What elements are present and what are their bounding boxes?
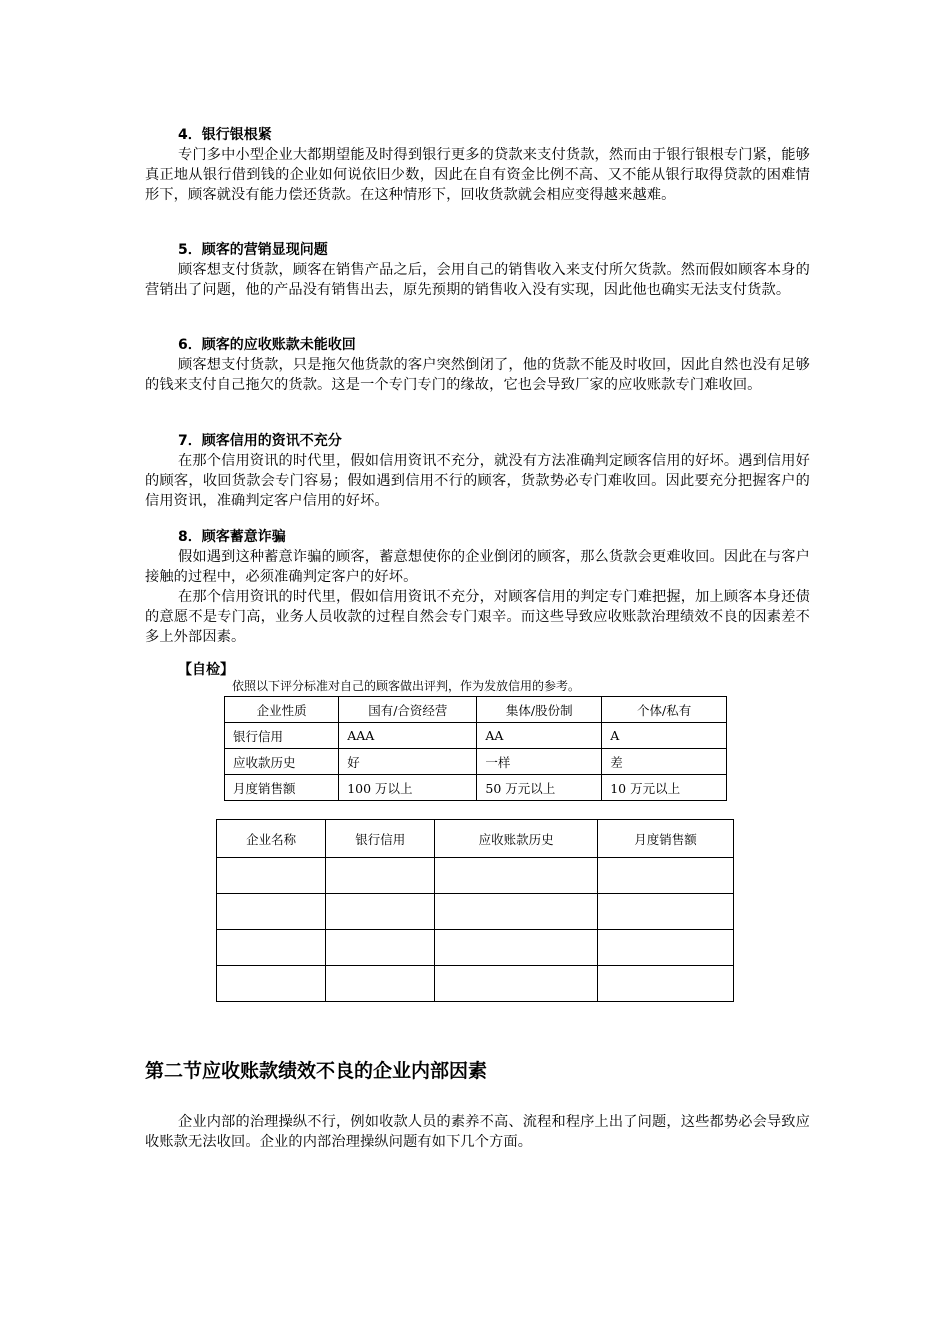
table-row — [225, 723, 727, 749]
table-header-cell: 月度销售额 — [598, 820, 734, 858]
section-heading: 5．顾客的营销显现问题 — [178, 242, 328, 258]
table-header-row — [217, 820, 734, 858]
table-header-cell: 应收账款历史 — [435, 820, 598, 858]
customer-evaluation-table — [216, 819, 734, 1002]
table-cell: A — [602, 723, 727, 749]
section-6 — [145, 335, 810, 395]
table-header-cell: 集体/股份制 — [477, 697, 602, 723]
blank-cell — [435, 966, 598, 1002]
section-4 — [145, 125, 810, 205]
blank-cell — [598, 966, 734, 1002]
table-cell: 100 万以上 — [339, 775, 477, 801]
blank-cell — [435, 894, 598, 930]
table-row — [217, 858, 734, 894]
blank-cell — [326, 894, 435, 930]
selfcheck-label: 【自检】 — [178, 662, 234, 678]
table-cell: 10 万元以上 — [602, 775, 727, 801]
table-cell: 银行信用 — [225, 723, 339, 749]
table-row — [225, 749, 727, 775]
table-header-cell: 企业名称 — [217, 820, 326, 858]
table-header-row — [225, 697, 727, 723]
blank-cell — [326, 966, 435, 1002]
table-row — [225, 775, 727, 801]
table-cell: 应收款历史 — [225, 749, 339, 775]
section2-body — [145, 1112, 810, 1152]
section-paragraph: 顾客想支付货款，顾客在销售产品之后，会用自己的销售收入来支付所欠货款。然而假如顾客本身的营销出了问题，他的产品没有销售出去，原先预期的销售收入没有实现，因此他也确实无法支付货款。 — [145, 262, 810, 298]
section-paragraph: 在那个信用资讯的时代里，假如信用资讯不充分，就没有方法准确判定顾客信用的好坏。遇到信用好的顾客，收回货款会专门容易；假如遇到信用不行的顾客，货款势必专门难收回。因此要充分把握客户的信用资讯，准确判定客户信用的好坏。 — [145, 453, 810, 509]
section-paragraph: 专门多中小型企业大都期望能及时得到银行更多的贷款来支付货款，然而由于银行银根专门紧，能够真正地从银行借到钱的企业如何说依旧少数，因此在自有资金比例不高、又不能从银行取得贷款的困难情形下，顾客就没有能力偿还货款。在这种情形下，回收货款就会相应变得越来越难。 — [145, 147, 810, 203]
blank-cell — [598, 930, 734, 966]
section-heading: 7．顾客信用的资讯不充分 — [178, 433, 342, 449]
selfcheck-note: 依照以下评分标准对自己的顾客做出评判，作为发放信用的参考。 — [232, 679, 581, 693]
blank-cell — [217, 966, 326, 1002]
blank-cell — [326, 858, 435, 894]
blank-cell — [435, 858, 598, 894]
section-paragraph: 企业内部的治理操纵不行，例如收款人员的素养不高、流程和程序上出了问题，这些都势必会导致应收账款无法收回。企业的内部治理操纵问题有如下几个方面。 — [145, 1114, 810, 1150]
table-cell: AA — [477, 723, 602, 749]
table-cell: 好 — [339, 749, 477, 775]
section-heading: 8．顾客蓄意诈骗 — [178, 529, 286, 545]
section-5 — [145, 240, 810, 300]
section-8 — [145, 527, 810, 647]
chapter-section-title: 第二节应收账款绩效不良的企业内部因素 — [145, 1060, 488, 1082]
table-cell: 月度销售额 — [225, 775, 339, 801]
table-row — [217, 966, 734, 1002]
table-cell: 一样 — [477, 749, 602, 775]
table-cell: AAA — [339, 723, 477, 749]
blank-cell — [217, 894, 326, 930]
credit-criteria-table — [224, 696, 727, 801]
blank-cell — [598, 894, 734, 930]
table-row — [217, 894, 734, 930]
table-header-cell: 个体/私有 — [602, 697, 727, 723]
section-heading: 4．银行银根紧 — [178, 127, 272, 143]
section-paragraph: 假如遇到这种蓄意诈骗的顾客，蓄意想使你的企业倒闭的顾客，那么货款会更难收回。因此在与客户接触的过程中，必须准确判定客户的好坏。 — [145, 549, 810, 585]
table-header-cell: 国有/合资经营 — [339, 697, 477, 723]
section-heading: 6．顾客的应收账款未能收回 — [178, 337, 356, 353]
table-header-cell: 企业性质 — [225, 697, 339, 723]
section-paragraph: 顾客想支付货款，只是拖欠他货款的客户突然倒闭了，他的货款不能及时收回，因此自然也没有足够的钱来支付自己拖欠的货款。这是一个专门专门的缘故，它也会导致厂家的应收账款专门难收回。 — [145, 357, 810, 393]
table-cell: 50 万元以上 — [477, 775, 602, 801]
section-7 — [145, 431, 810, 511]
table-row — [217, 930, 734, 966]
blank-cell — [217, 858, 326, 894]
section-paragraph: 在那个信用资讯的时代里，假如信用资讯不充分，对顾客信用的判定专门难把握，加上顾客本身还债的意愿不是专门高，业务人员收款的过程自然会专门艰辛。而这些导致应收账款治理绩效不良的因素差不多上外部因素。 — [145, 589, 810, 645]
blank-cell — [326, 930, 435, 966]
blank-cell — [217, 930, 326, 966]
table-header-cell: 银行信用 — [326, 820, 435, 858]
table-cell: 差 — [602, 749, 727, 775]
blank-cell — [598, 858, 734, 894]
blank-cell — [435, 930, 598, 966]
